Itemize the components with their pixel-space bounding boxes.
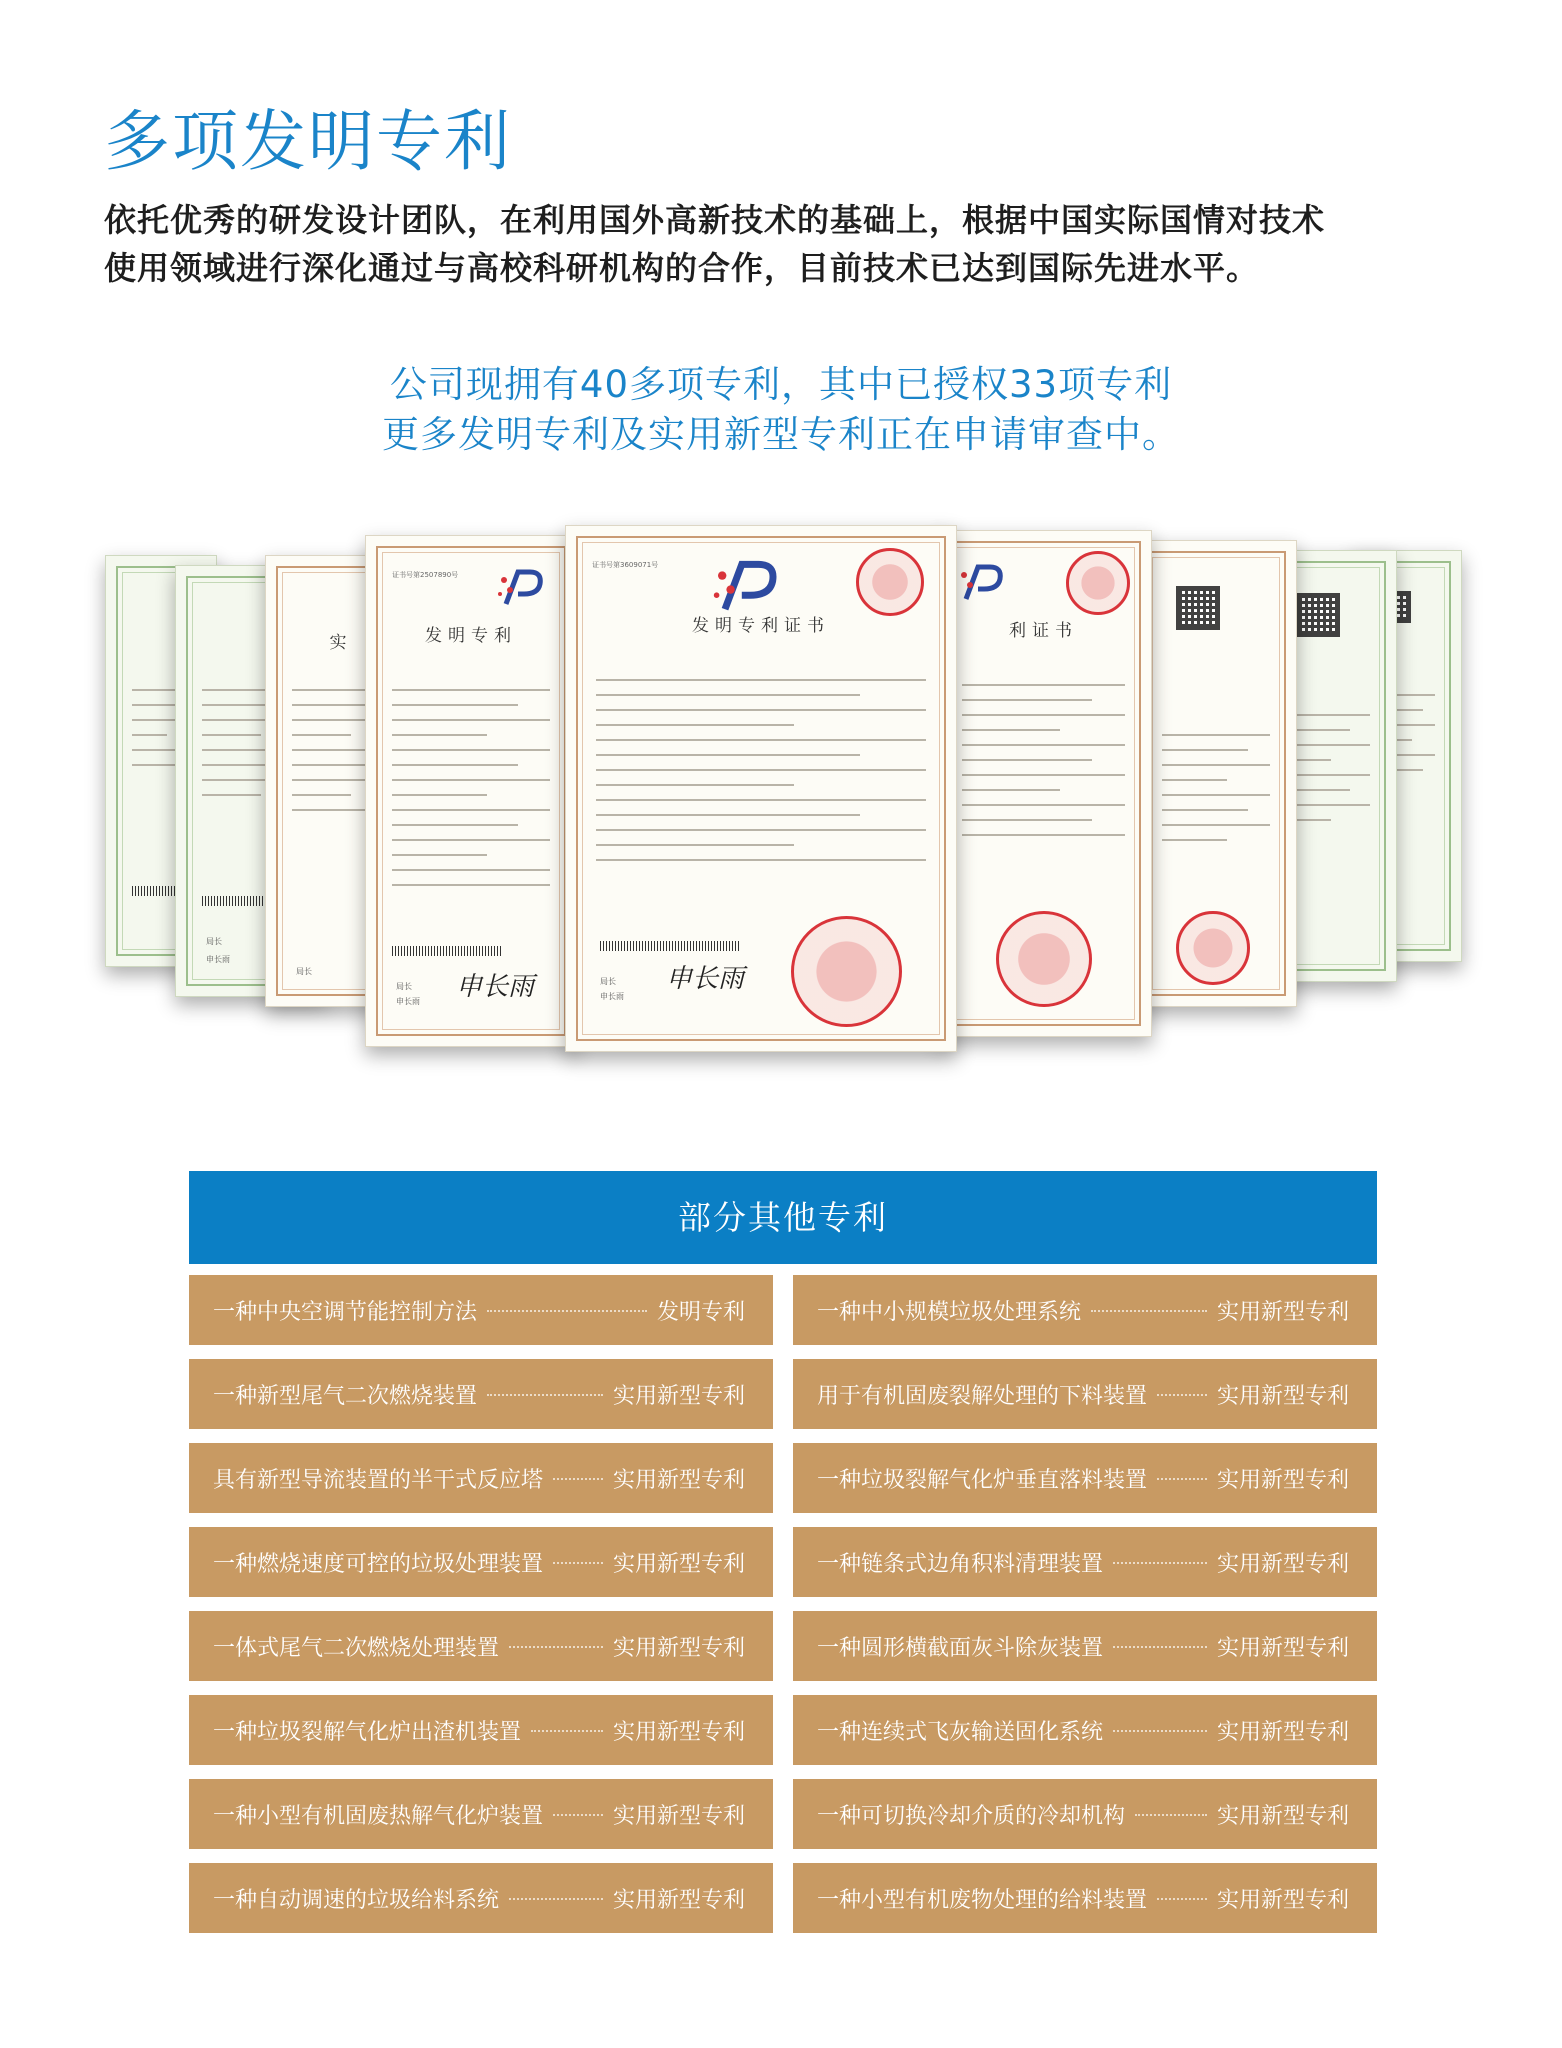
patent-name: 一种新型尾气二次燃烧装置 [213, 1383, 478, 1409]
patent-item [793, 1695, 1377, 1765]
dotted-leader [531, 1730, 603, 1732]
patent-name: 一种小型有机废物处理的给料装置 [817, 1887, 1148, 1913]
patent-name: 一体式尾气二次燃烧处理装置 [213, 1635, 500, 1661]
patent-name: 用于有机固废裂解处理的下料装置 [817, 1383, 1148, 1409]
dotted-leader [509, 1898, 603, 1900]
patent-name: 一种中央空调节能控制方法 [213, 1299, 478, 1325]
dotted-leader [553, 1562, 603, 1564]
utility-title: 实 [329, 633, 353, 653]
patent-office-logo [956, 561, 1006, 601]
patent-item [189, 1443, 773, 1513]
patent-item [793, 1863, 1377, 1933]
patent-name: 一种连续式飞灰输送固化系统 [817, 1719, 1104, 1745]
dotted-leader [1135, 1814, 1207, 1816]
patent-type: 实用新型专利 [612, 1383, 745, 1409]
patent-item [793, 1443, 1377, 1513]
patent-type: 实用新型专利 [1216, 1299, 1349, 1325]
dotted-leader [1157, 1898, 1207, 1900]
patent-name: 一种圆形横截面灰斗除灰装置 [817, 1635, 1104, 1661]
patent-type: 实用新型专利 [612, 1719, 745, 1745]
patent-type: 实用新型专利 [1216, 1635, 1349, 1661]
patent-name: 一种链条式边角积料清理装置 [817, 1551, 1104, 1577]
patent-item [189, 1275, 773, 1345]
patent-type: 实用新型专利 [612, 1467, 745, 1493]
patent-item [189, 1611, 773, 1681]
patent-type: 实用新型专利 [1216, 1803, 1349, 1829]
patent-name: 一种燃烧速度可控的垃圾处理装置 [213, 1551, 544, 1577]
signer-name: 申长雨 [206, 955, 230, 964]
certificate-image [1135, 540, 1297, 1007]
patent-item [189, 1863, 773, 1933]
patent-item [793, 1275, 1377, 1345]
patent-type: 实用新型专利 [1216, 1719, 1349, 1745]
certificate-title: 发明专利 [425, 626, 517, 646]
certificate-image [565, 525, 957, 1052]
patent-item [793, 1359, 1377, 1429]
signature: 申长雨 [666, 964, 745, 994]
dotted-leader [487, 1310, 647, 1312]
patent-item [793, 1611, 1377, 1681]
patent-item [189, 1359, 773, 1429]
dotted-leader [1157, 1478, 1207, 1480]
patent-item [189, 1527, 773, 1597]
patent-item [793, 1779, 1377, 1849]
patent-office-logo [711, 556, 781, 612]
dotted-leader [1113, 1646, 1207, 1648]
patent-type: 实用新型专利 [1216, 1467, 1349, 1493]
certificate-image [935, 530, 1152, 1037]
dotted-leader [1113, 1730, 1207, 1732]
patent-item [793, 1527, 1377, 1597]
signer-label: 局长 [396, 982, 412, 991]
patent-type: 实用新型专利 [1216, 1383, 1349, 1409]
dotted-leader [487, 1394, 603, 1396]
signer-label: 局长 [600, 977, 616, 986]
patent-office-logo [496, 566, 546, 606]
patent-type: 实用新型专利 [612, 1803, 745, 1829]
signer-name: 申长雨 [600, 992, 624, 1001]
dotted-leader [1113, 1562, 1207, 1564]
certificate-number: 证书号第3609071号 [592, 561, 659, 569]
other-patents-header: 部分其他专利 [189, 1171, 1377, 1264]
patent-name: 一种可切换冷却介质的冷却机构 [817, 1803, 1126, 1829]
intro-paragraph [104, 196, 1484, 292]
signature: 申长雨 [456, 972, 535, 1002]
signer-label: 局长 [296, 967, 312, 976]
intro-line-2: 使用领域进行深化通过与高校科研机构的合作，目前技术已达到国际先进水平。 [104, 249, 1260, 287]
patent-item [189, 1695, 773, 1765]
patent-name: 一种自动调速的垃圾给料系统 [213, 1887, 500, 1913]
highlight-line-1: 公司现拥有40多项专利，其中已授权33项专利 [389, 363, 1173, 406]
patent-type: 实用新型专利 [1216, 1551, 1349, 1577]
highlight-line-2: 更多发明专利及实用新型专利正在申请审查中。 [382, 413, 1180, 456]
page-title: 多项发明专利 [104, 103, 512, 180]
signer-label: 局长 [206, 937, 222, 946]
patent-name: 一种垃圾裂解气化炉垂直落料装置 [817, 1467, 1148, 1493]
dotted-leader [553, 1814, 603, 1816]
certificate-collage [105, 525, 1460, 1070]
signer-name: 申长雨 [396, 997, 420, 1006]
patent-type: 实用新型专利 [612, 1635, 745, 1661]
dotted-leader [1157, 1394, 1207, 1396]
patent-type: 实用新型专利 [1216, 1887, 1349, 1913]
patent-type: 实用新型专利 [612, 1887, 745, 1913]
patent-name: 一种中小规模垃圾处理系统 [817, 1299, 1082, 1325]
patent-name: 一种小型有机固废热解气化炉装置 [213, 1803, 544, 1829]
patent-item [189, 1779, 773, 1849]
certificate-number: 证书号第2507890号 [392, 571, 459, 579]
patent-count-highlight [0, 360, 1562, 460]
dotted-leader [509, 1646, 603, 1648]
certificate-image [365, 535, 577, 1047]
dotted-leader [553, 1478, 603, 1480]
certificate-title: 发明专利证书 [692, 616, 830, 636]
patent-type: 实用新型专利 [612, 1551, 745, 1577]
patent-name: 具有新型导流装置的半干式反应塔 [213, 1467, 544, 1493]
intro-line-1: 依托优秀的研发设计团队，在利用国外高新技术的基础上，根据中国实际国情对技术 [104, 201, 1326, 239]
dotted-leader [1091, 1310, 1207, 1312]
patent-type: 发明专利 [656, 1299, 745, 1325]
certificate-title: 利证书 [1009, 621, 1078, 641]
patent-name: 一种垃圾裂解气化炉出渣机装置 [213, 1719, 522, 1745]
